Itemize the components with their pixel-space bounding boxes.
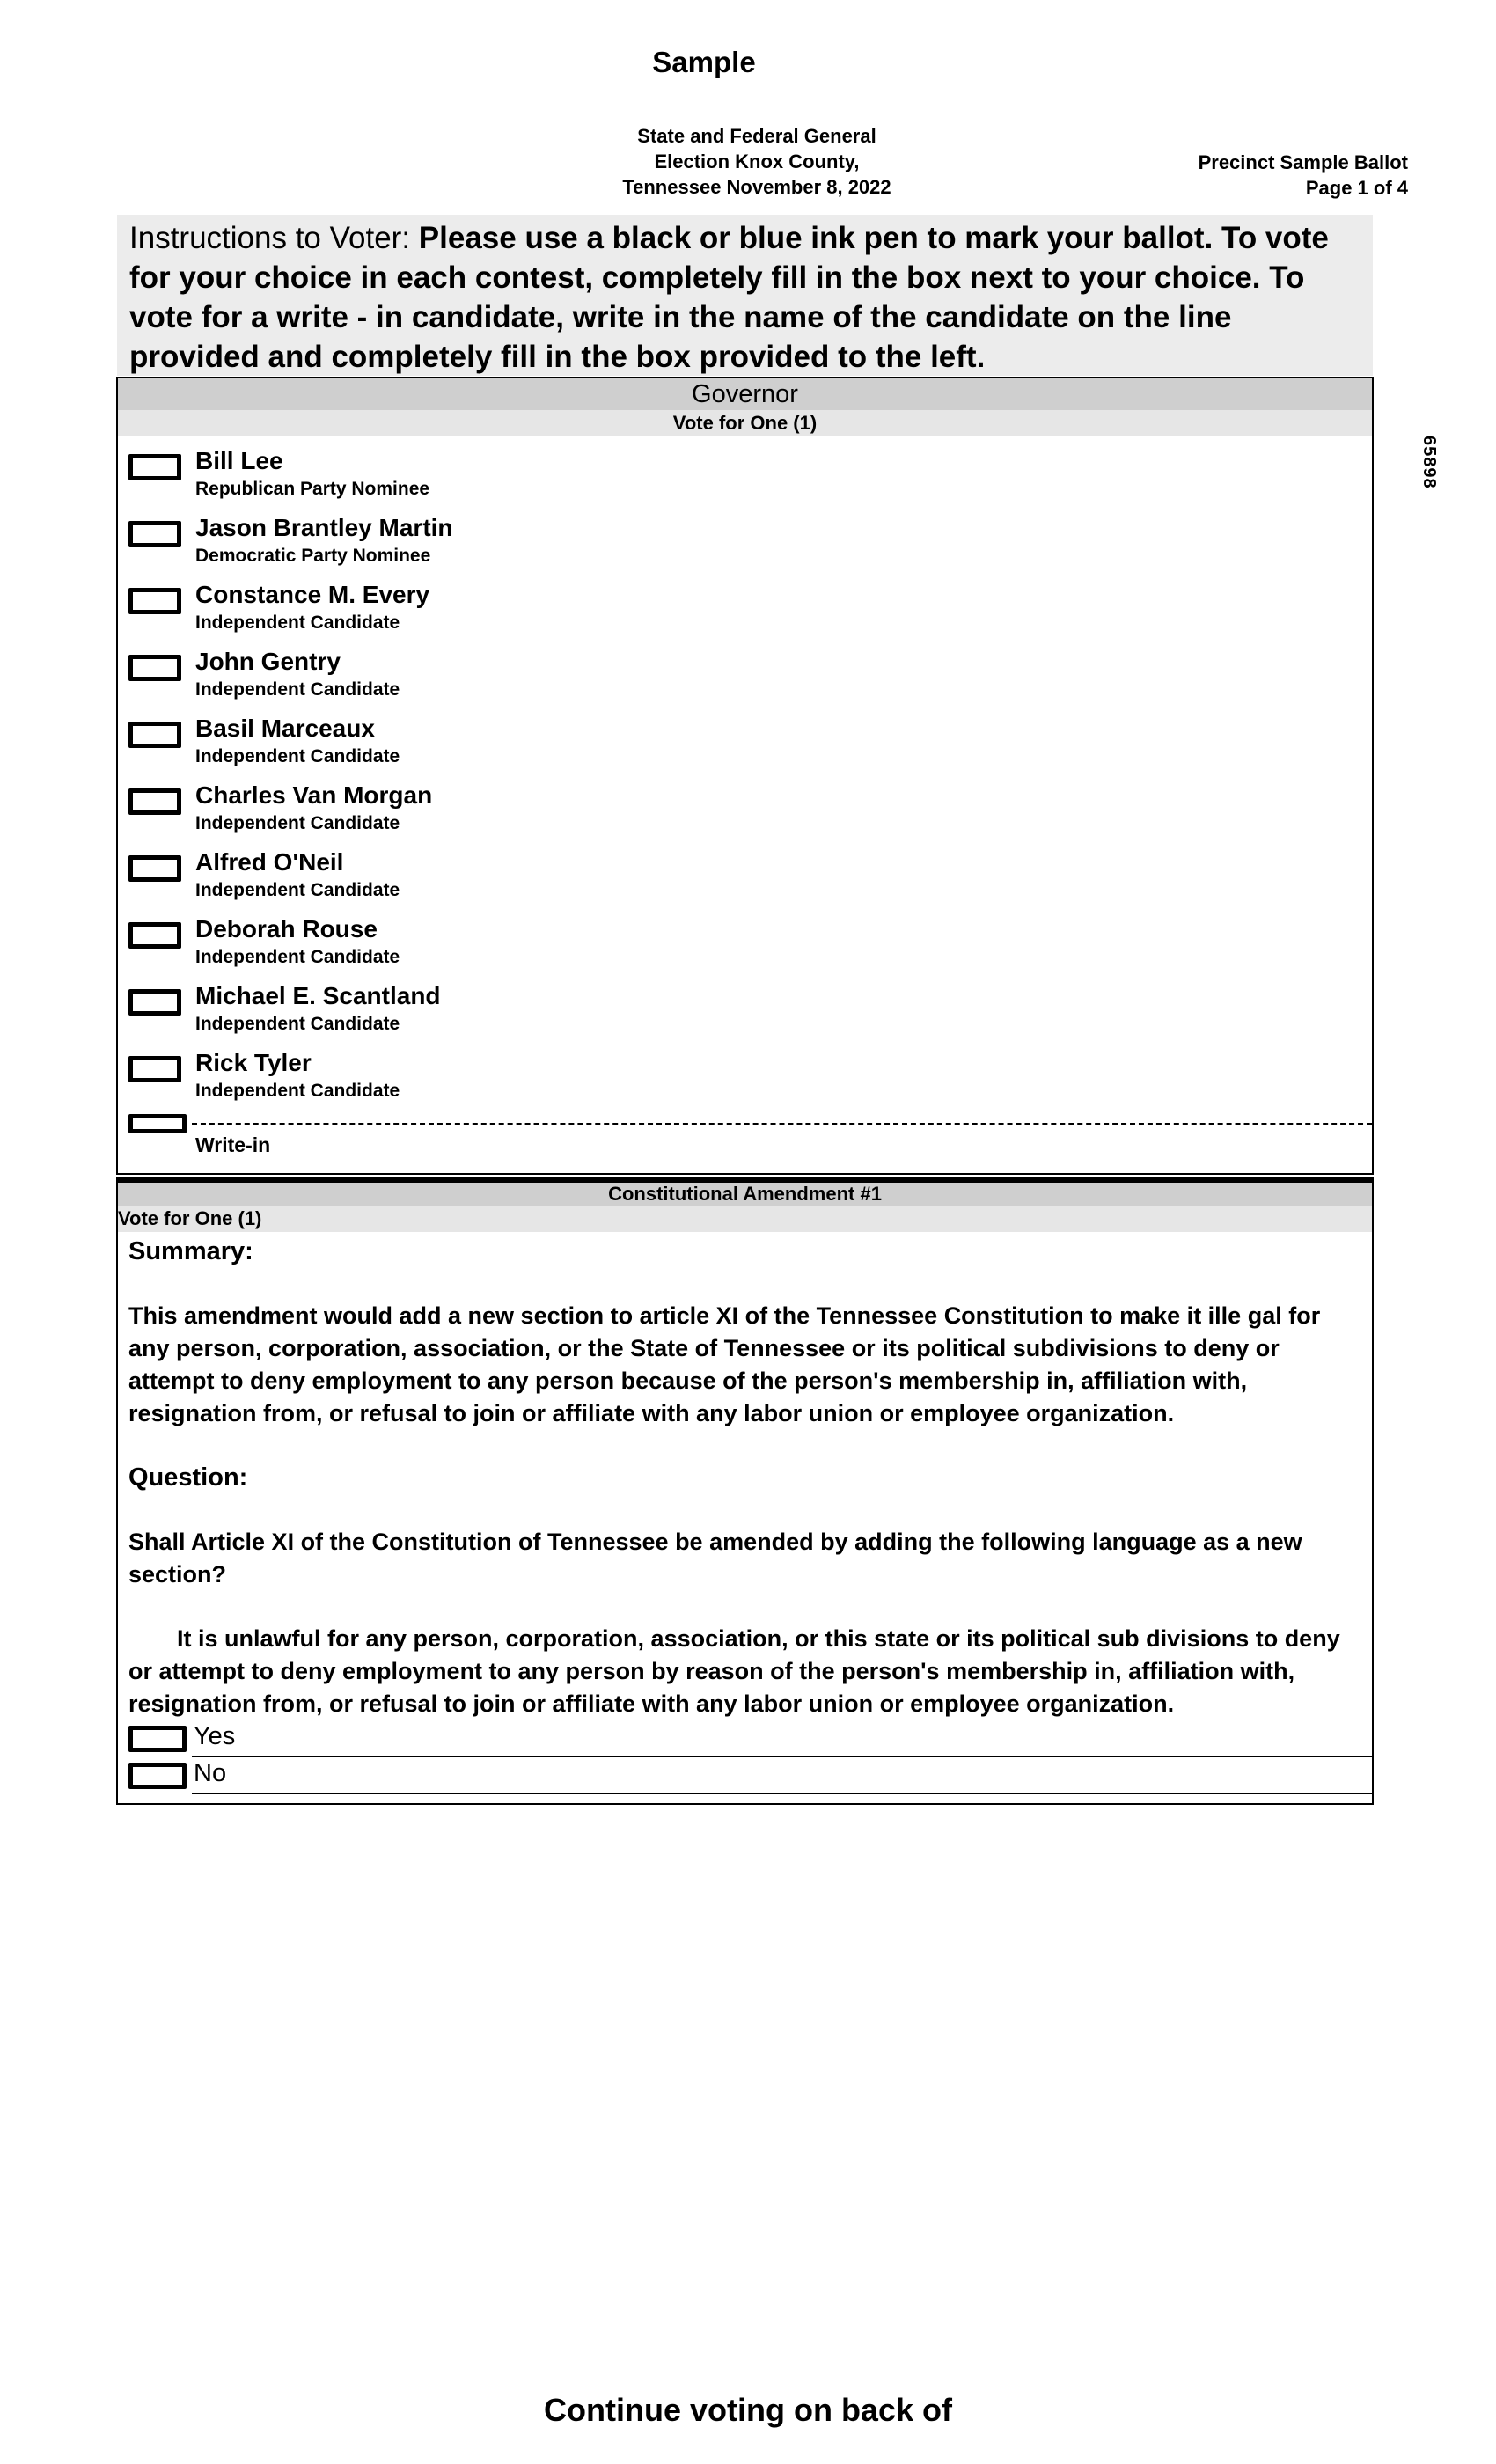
candidate-party: Republican Party Nominee bbox=[195, 479, 430, 499]
candidate-party: Independent Candidate bbox=[195, 746, 400, 766]
contest-title-amendment: Constitutional Amendment #1 bbox=[118, 1183, 1372, 1206]
summary-label: Summary: bbox=[128, 1237, 253, 1265]
candidate-name: Deborah Rouse bbox=[195, 915, 378, 942]
vote-box[interactable] bbox=[128, 1056, 181, 1082]
candidate-name: John Gentry bbox=[195, 648, 341, 675]
election-line-1: State and Federal General bbox=[637, 125, 876, 147]
contest-title-governor: Governor bbox=[118, 378, 1372, 410]
vote-box[interactable] bbox=[128, 855, 181, 882]
write-in-vote-box[interactable] bbox=[128, 1114, 187, 1133]
vote-box[interactable] bbox=[128, 989, 181, 1016]
question-text: Shall Article XI of the Constitution of Tennessee be amended by adding the following language as a new section? bbox=[128, 1529, 1302, 1588]
candidate-option[interactable] bbox=[118, 570, 1372, 637]
candidate-option[interactable] bbox=[118, 704, 1372, 771]
candidate-option[interactable] bbox=[118, 503, 1372, 570]
vote-box[interactable] bbox=[128, 655, 181, 681]
choice-no[interactable] bbox=[118, 1757, 1372, 1794]
candidate-option[interactable] bbox=[118, 838, 1372, 905]
candidate-name: Michael E. Scantland bbox=[195, 982, 441, 1009]
candidate-party: Independent Candidate bbox=[195, 813, 400, 833]
choice-label-yes: Yes bbox=[194, 1722, 236, 1750]
continue-notice: Continue voting on back of bbox=[544, 2392, 952, 2428]
candidate-party: Independent Candidate bbox=[195, 880, 400, 900]
candidate-party: Democratic Party Nominee bbox=[195, 546, 431, 566]
choice-yes[interactable] bbox=[118, 1720, 1372, 1757]
candidate-party: Independent Candidate bbox=[195, 612, 400, 633]
amendment-text bbox=[118, 1232, 1372, 1720]
candidate-option[interactable] bbox=[118, 771, 1372, 838]
ballot-type-label: Precinct Sample Ballot bbox=[1198, 151, 1408, 173]
ballot-side-code: 65898 bbox=[1419, 436, 1439, 489]
ballot-type-info bbox=[1199, 150, 1408, 201]
write-in-label: Write-in bbox=[195, 1133, 271, 1156]
write-in-option[interactable] bbox=[118, 1105, 1372, 1176]
vote-box[interactable] bbox=[128, 1726, 187, 1752]
candidate-name: Constance M. Every bbox=[195, 581, 430, 608]
page-indicator: Page 1 of 4 bbox=[1305, 177, 1408, 199]
vote-box[interactable] bbox=[128, 1763, 187, 1789]
vote-box[interactable] bbox=[128, 722, 181, 748]
candidate-party: Independent Candidate bbox=[195, 1081, 400, 1101]
vote-box[interactable] bbox=[128, 521, 181, 547]
candidate-name: Bill Lee bbox=[195, 447, 283, 474]
candidate-name: Alfred O'Neil bbox=[195, 848, 344, 876]
summary-text: This amendment would add a new section to article XI of the Tennessee Constitution to make it ille gal for any person, corporation, association, or the State of Tennessee or its political subdivisions to deny or attempt to deny employment to any person because of the person's membership in, affiliation with, resignation from, or refusal to join or affiliate with any labor union or employee organization. bbox=[128, 1302, 1321, 1426]
candidate-party: Independent Candidate bbox=[195, 947, 400, 967]
question-label: Question: bbox=[128, 1463, 248, 1492]
candidate-name: Charles Van Morgan bbox=[195, 781, 433, 809]
instructions-lead: Instructions to Voter: bbox=[129, 221, 411, 255]
amendment-contest bbox=[116, 1177, 1374, 1805]
voter-instructions bbox=[117, 215, 1373, 376]
vote-box[interactable] bbox=[128, 588, 181, 614]
candidate-name: Basil Marceaux bbox=[195, 715, 375, 742]
candidate-party: Independent Candidate bbox=[195, 1014, 400, 1034]
vote-box[interactable] bbox=[128, 788, 181, 815]
candidate-name: Rick Tyler bbox=[195, 1049, 312, 1076]
election-info bbox=[537, 123, 977, 200]
choice-line bbox=[192, 1793, 1372, 1794]
write-in-line[interactable] bbox=[192, 1123, 1372, 1125]
candidate-option[interactable] bbox=[118, 1038, 1372, 1105]
candidate-option[interactable] bbox=[118, 436, 1372, 503]
quoted-amendment-text: It is unlawful for any person, corporation, association, or this state or its political sub divisions to deny or attempt to deny employment to any person by reason of the person's membership in, affiliation with, resignation from, or refusal to join or affiliate with any labor union or employee organization. bbox=[128, 1625, 1340, 1717]
candidate-option[interactable] bbox=[118, 905, 1372, 972]
candidate-option[interactable] bbox=[118, 637, 1372, 704]
candidate-option[interactable] bbox=[118, 972, 1372, 1038]
candidate-party: Independent Candidate bbox=[195, 679, 400, 700]
election-line-2: Election Knox County, bbox=[654, 150, 860, 172]
vote-for-governor: Vote for One (1) bbox=[118, 410, 1372, 436]
governor-contest bbox=[116, 377, 1374, 1175]
vote-box[interactable] bbox=[128, 454, 181, 480]
sample-title: Sample bbox=[652, 46, 756, 78]
vote-box[interactable] bbox=[128, 922, 181, 949]
vote-for-amendment: Vote for One (1) bbox=[118, 1206, 1372, 1232]
choice-label-no: No bbox=[194, 1759, 227, 1787]
candidate-name: Jason Brantley Martin bbox=[195, 514, 453, 541]
instructions-text: Please use a black or blue ink pen to mark your ballot. To vote for your choice in each contest, completely fill in the box next to your choice. To vote for a write - in candidate, write in the name of the candidate on the line provided and completely fill in the box provided to the left. bbox=[129, 221, 1329, 374]
election-line-3: Tennessee November 8, 2022 bbox=[622, 176, 891, 198]
